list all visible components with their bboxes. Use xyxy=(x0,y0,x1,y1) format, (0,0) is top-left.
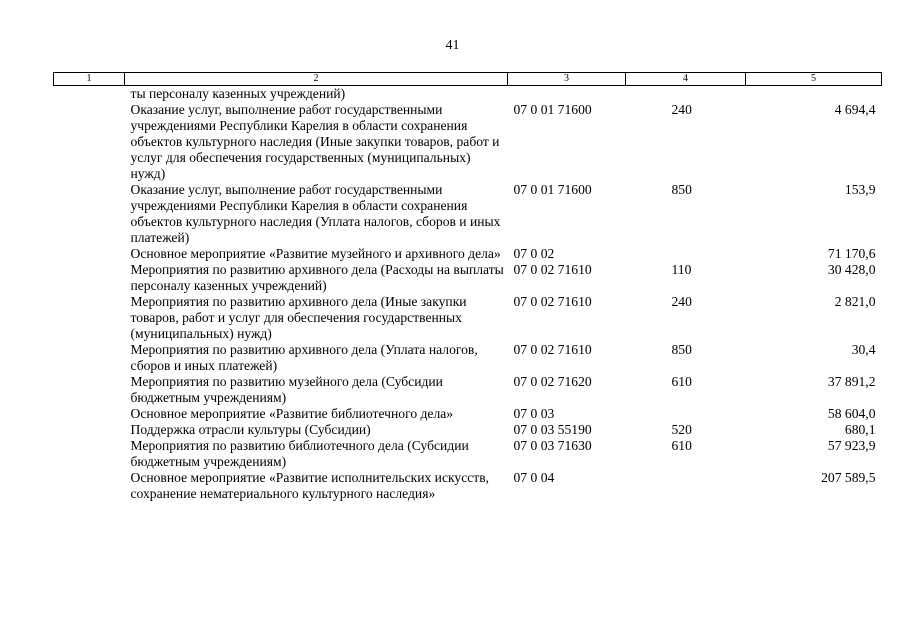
expense-type-cell: 520 xyxy=(671,422,692,437)
expense-type-cell: 850 xyxy=(671,342,692,357)
description-cell: Оказание услуг, выполнение работ государственными учреждениями Республики Карелия в области сохранения объектов культурного наследия (Иные закупки товаров, работ и услуг для обеспечения государственных (муниципальных) нужд) xyxy=(130,102,500,181)
expense-type-cell xyxy=(626,246,746,262)
row-number-cell xyxy=(54,102,125,182)
target-code-cell: 07 0 02 71620 xyxy=(513,374,592,389)
table-row xyxy=(54,294,882,342)
row-number-cell xyxy=(54,262,125,294)
row-number-cell xyxy=(54,342,125,374)
target-code-cell: 07 0 02 71610 xyxy=(513,262,592,277)
amount-cell: 57 923,9 xyxy=(827,438,876,453)
expense-type-cell: 610 xyxy=(671,374,692,389)
description-cell: ты персоналу казенных учреждений) xyxy=(130,86,346,101)
column-header: 3 xyxy=(508,73,626,86)
description-cell: Поддержка отрасли культуры (Субсидии) xyxy=(130,422,371,437)
description-cell: Оказание услуг, выполнение работ государственными учреждениями Республики Карелия в области сохранения объектов культурного наследия (Уплата налогов, сборов и иных платежей) xyxy=(130,182,501,245)
table-row xyxy=(54,374,882,406)
expense-type-cell: 610 xyxy=(671,438,692,453)
expense-type-cell xyxy=(626,406,746,422)
expense-type-cell: 110 xyxy=(671,262,692,277)
row-number-cell xyxy=(54,246,125,262)
amount-cell: 30,4 xyxy=(851,342,876,357)
amount-cell: 207 589,5 xyxy=(821,470,876,485)
table-row xyxy=(54,470,882,502)
amount-cell: 2 821,0 xyxy=(834,294,876,309)
description-cell: Мероприятия по развитию библиотечного дела (Субсидии бюджетным учреждениям) xyxy=(130,438,469,469)
target-code-cell: 07 0 04 xyxy=(513,470,555,485)
expense-type-cell: 850 xyxy=(671,182,692,197)
description-cell: Мероприятия по развитию архивного дела (Уплата налогов, сборов и иных платежей) xyxy=(130,342,478,373)
description-cell: Мероприятия по развитию музейного дела (Субсидии бюджетным учреждениям) xyxy=(130,374,443,405)
expense-type-cell: 240 xyxy=(671,102,692,117)
table-body xyxy=(54,86,882,503)
row-number-cell xyxy=(54,182,125,246)
row-number-cell xyxy=(54,374,125,406)
expense-type-cell xyxy=(626,86,746,103)
target-code-cell: 07 0 02 71610 xyxy=(513,342,592,357)
amount-cell: 153,9 xyxy=(844,182,876,197)
table-row xyxy=(54,438,882,470)
table-row xyxy=(54,406,882,422)
column-header: 5 xyxy=(746,73,882,86)
target-code-cell: 07 0 01 71600 xyxy=(513,182,592,197)
column-header: 1 xyxy=(54,73,125,86)
target-code-cell: 07 0 02 71610 xyxy=(513,294,592,309)
description-cell: Основное мероприятие «Развитие библиотечного дела» xyxy=(130,406,454,421)
target-code-cell: 07 0 03 71630 xyxy=(513,438,592,453)
amount-cell: 71 170,6 xyxy=(827,246,876,261)
description-cell: Мероприятия по развитию архивного дела (Иные закупки товаров, работ и услуг для обеспечения государственных (муниципальных) нужд) xyxy=(130,294,467,341)
table-row xyxy=(54,262,882,294)
row-number-cell xyxy=(54,470,125,502)
row-number-cell xyxy=(54,406,125,422)
amount-cell: 30 428,0 xyxy=(827,262,876,277)
row-number-cell xyxy=(54,438,125,470)
target-code-cell: 07 0 02 xyxy=(513,246,555,261)
row-number-cell xyxy=(54,294,125,342)
amount-cell: 4 694,4 xyxy=(834,102,876,117)
target-code-cell: 07 0 03 55190 xyxy=(513,422,592,437)
page-number: 41 xyxy=(445,38,460,53)
target-code-cell: 07 0 01 71600 xyxy=(513,102,592,117)
amount-cell: 37 891,2 xyxy=(827,374,876,389)
header-row xyxy=(54,73,882,86)
target-code-cell: 07 0 03 xyxy=(513,406,555,421)
budget-table xyxy=(53,72,882,502)
table-row xyxy=(54,246,882,262)
table-row xyxy=(54,86,882,103)
row-number-cell xyxy=(54,86,125,103)
column-header: 4 xyxy=(626,73,746,86)
table-row xyxy=(54,182,882,246)
target-code-cell xyxy=(508,86,626,103)
description-cell: Основное мероприятие «Развитие музейного и архивного дела» xyxy=(130,246,501,261)
column-header: 2 xyxy=(125,73,508,86)
amount-cell xyxy=(746,86,882,103)
table-row xyxy=(54,102,882,182)
amount-cell: 58 604,0 xyxy=(827,406,876,421)
table-row xyxy=(54,342,882,374)
description-cell: Основное мероприятие «Развитие исполнительских искусств, сохранение нематериального культурного наследия» xyxy=(130,470,490,501)
row-number-cell xyxy=(54,422,125,438)
expense-type-cell xyxy=(626,470,746,502)
amount-cell: 680,1 xyxy=(844,422,876,437)
expense-type-cell: 240 xyxy=(671,294,692,309)
description-cell: Мероприятия по развитию архивного дела (Расходы на выплаты персоналу казенных учреждений) xyxy=(130,262,504,293)
table-row xyxy=(54,422,882,438)
